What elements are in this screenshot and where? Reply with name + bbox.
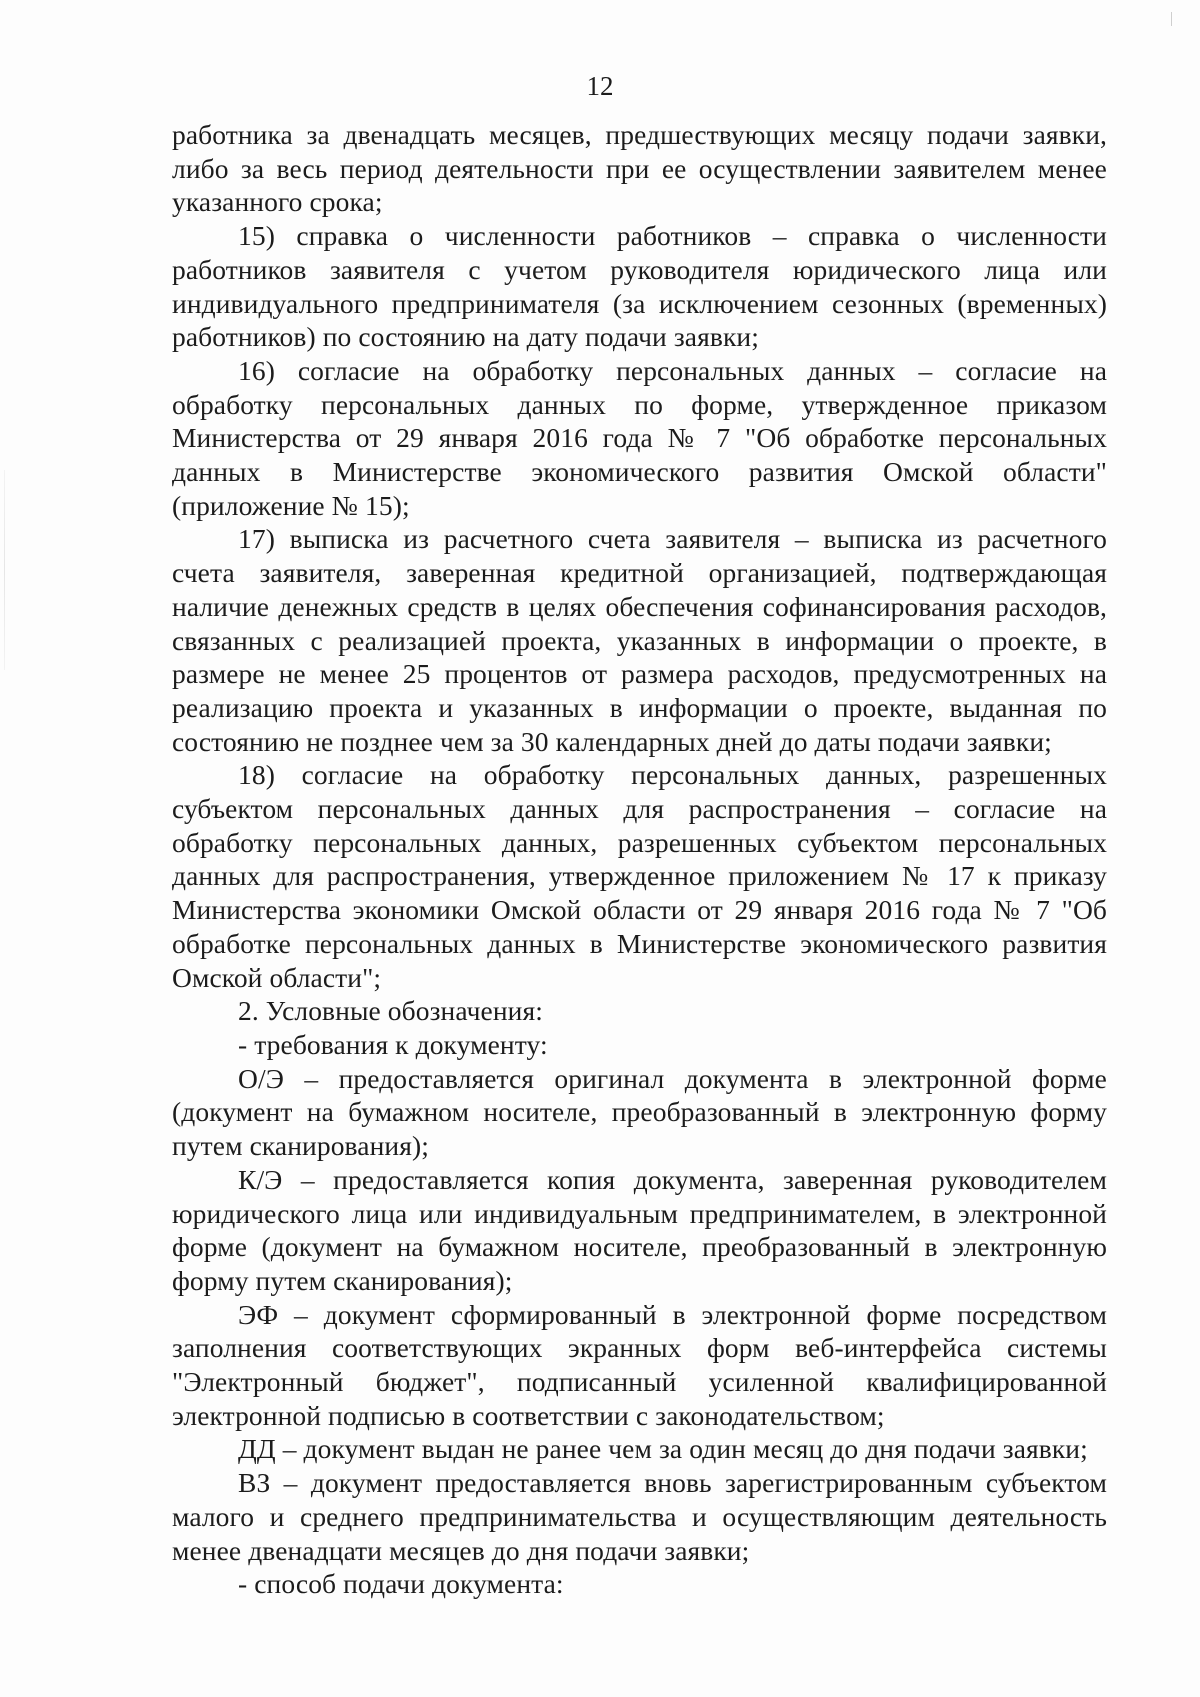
paragraph-item-15: 15) справка о численности работников – справка о численности работников заявителя с учетом руководителя юридического лица или индивидуального предпринимателя (за исключением сезонных (временных) работников) по состоянию на дату подачи заявки; (172, 220, 1107, 353)
legend-item-ke: К/Э – предоставляется копия документа, заверенная руководителем юридического лица или индивидуальным предпринимателем, в электронной форме (документ на бумажном носителе, преобразованный в электронную форму путем сканирования); (172, 1163, 1107, 1296)
paragraph-item-17: 17) выписка из расчетного счета заявителя – выписка из расчетного счета заявителя, заверенная кредитной организацией, подтверждающая наличие денежных средств в целях обеспечения софинансирования расходов, связанных с реализацией проекта, указанных в информации о проекте, в размере не менее 25 процентов от размера расходов, предусмотренных на реализацию проекта и указанных в информации о проекте, выданная по состоянию не позднее чем за 30 календарных дней до даты подачи заявки; (172, 523, 1107, 757)
legend-subheading-submission: - способ подачи документа: (238, 1568, 564, 1600)
legend-item-ef: ЭФ – документ сформированный в электронной форме посредством заполнения соответствующих экранных форм веб-интерфейса системы "Электронный бюджет", подписанный усиленной квалифицированной электронной подписью в соответствии с законодательством; (172, 1298, 1107, 1431)
legend-item-oe: О/Э – предоставляется оригинал документа в электронной форме (документ на бумажном носителе, преобразованный в электронную форму путем сканирования); (172, 1062, 1107, 1162)
legend-subheading-requirements: - требования к документу: (238, 1028, 548, 1060)
scan-artifact-mark (1171, 12, 1172, 26)
section-heading-legend: 2. Условные обозначения: (238, 995, 543, 1027)
scan-artifact-edge (4, 470, 5, 670)
paragraph-item-16: 16) согласие на обработку персональных данных – согласие на обработку персональных данных по форме, утвержденное приказом Министерства от 29 января 2016 года № 7 "Об обработке персональных данных в Министерстве экономического развития Омской области" (приложение № 15); (172, 354, 1107, 521)
legend-item-dd: ДД – документ выдан не ранее чем за один месяц до дня подачи заявки; (238, 1433, 1088, 1465)
paragraph-continuation: работника за двенадцать месяцев, предшествующих месяцу подачи заявки, либо за весь период деятельности при ее осуществлении заявителем менее указанного срока; (172, 119, 1107, 218)
document-body (172, 118, 1107, 1601)
paragraph-item-18: 18) согласие на обработку персональных данных, разрешенных субъектом персональных данных для распространения – согласие на обработку персональных данных, разрешенных субъектом персональных данных для распространения, утвержденное приложением № 17 к приказу Министерства экономики Омской области от 29 января 2016 года № 7 "Об обработке персональных данных в Министерстве экономического развития Омской области"; (172, 759, 1107, 993)
legend-item-vz: ВЗ – документ предоставляется вновь зарегистрированным субъектом малого и среднего предпринимательства и осуществляющим деятельность менее двенадцати месяцев до дня подачи заявки; (172, 1467, 1107, 1566)
page-number: 12 (586, 71, 614, 101)
